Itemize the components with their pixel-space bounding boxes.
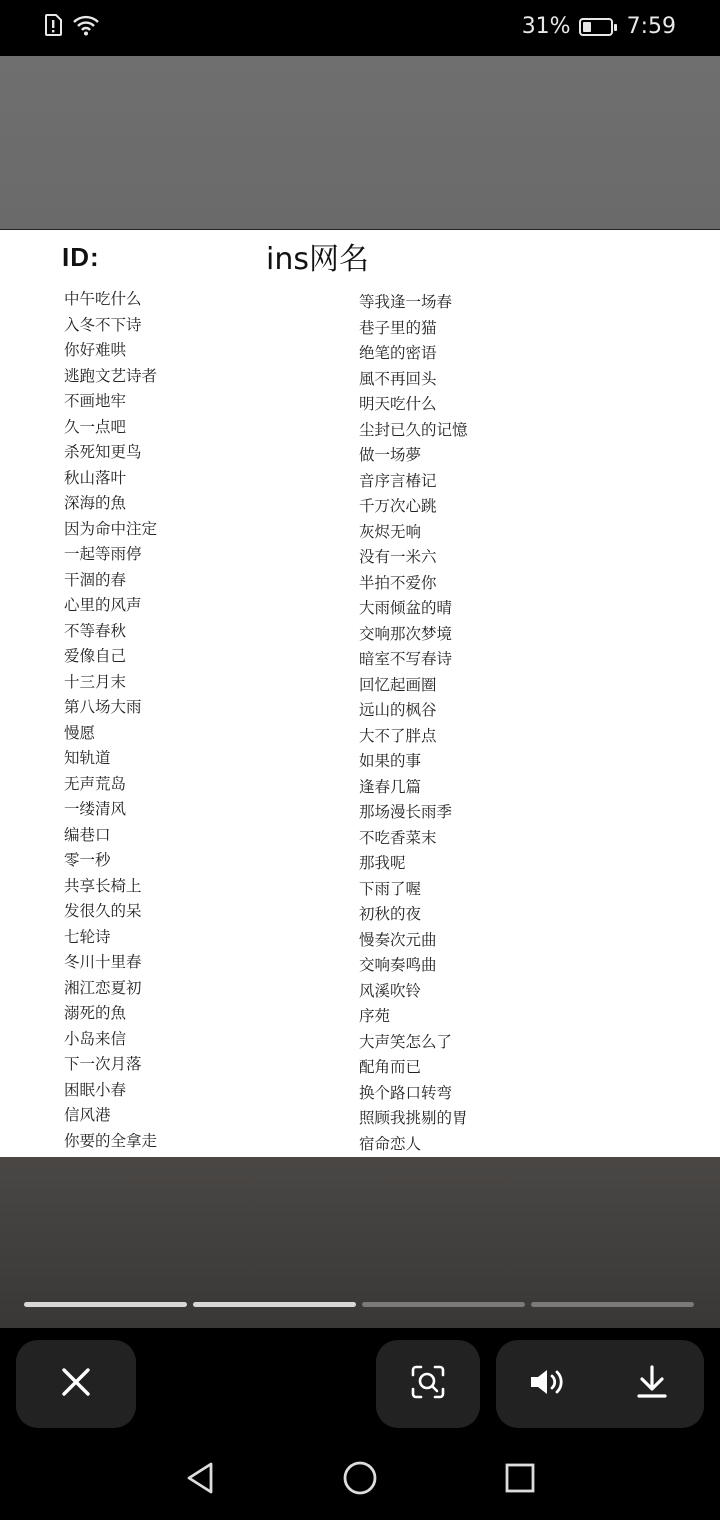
download-icon [636,1365,668,1403]
name-item: 中午吃什么 [64,290,142,308]
name-list-right [359,290,468,1157]
clock: 7:59 [626,14,676,39]
name-item: 共享长椅上 [64,876,142,895]
status-icons-right [522,14,676,39]
name-item: 序苑 [359,1007,391,1025]
name-item: 回忆起画圈 [359,675,437,694]
wifi-icon [72,14,100,40]
download-button[interactable] [622,1354,682,1414]
page-dot [193,1302,356,1307]
page-dot [531,1302,694,1307]
name-item: 照顾我挑剔的胃 [359,1109,468,1127]
scan-search-icon [410,1364,446,1404]
name-item: 第八场大雨 [64,698,142,716]
battery-percent: 31% [521,14,571,39]
close-icon [60,1366,92,1402]
name-item: 暗室不写春诗 [359,650,453,668]
name-item: 没有一米六 [359,548,437,566]
name-item: 绝笔的密语 [359,344,437,362]
name-item: 尘封已久的记憶 [359,420,468,439]
name-list-left [64,287,157,1154]
name-item: 交响奏鸣曲 [359,956,437,974]
name-item: 深海的魚 [64,494,127,512]
name-item: 远山的枫谷 [359,701,437,719]
name-item: 因为命中注定 [64,519,158,538]
name-item: 慢奏次元曲 [359,930,437,949]
name-item: 下一次月落 [64,1055,142,1073]
volume-button[interactable] [518,1354,578,1414]
battery-level [583,22,591,32]
system-nav-bar [0,1440,720,1520]
recents-icon [504,1462,536,1498]
name-item: 湘江恋夏初 [64,978,142,997]
name-item: 信风港 [64,1106,111,1124]
battery-icon [579,18,613,36]
name-item: 你要的全拿走 [64,1131,158,1150]
page-dot [362,1302,525,1307]
name-item: 如果的事 [359,752,422,770]
home-button[interactable] [340,1460,380,1500]
name-item: 大不了胖点 [359,726,437,745]
name-item: 巷子里的猫 [359,318,437,337]
name-item: 逢春几篇 [359,777,422,796]
id-label: ID: [62,242,100,272]
name-item: 无声荒岛 [64,774,127,793]
name-item: 入冬不下诗 [64,315,142,334]
status-bar [0,0,720,56]
name-item: 干涸的春 [64,570,127,589]
alert-sim-icon [44,14,62,40]
name-item: 七轮诗 [64,927,111,946]
name-item: 溺死的魚 [64,1004,127,1022]
name-item: 慢愿 [64,723,96,742]
name-item: 爱像自己 [64,647,127,665]
name-item: 秋山落叶 [64,468,127,487]
status-icons-left [44,14,100,40]
name-item: 大声笑怎么了 [359,1032,453,1051]
home-icon [342,1460,378,1500]
name-item: 初秋的夜 [359,905,422,923]
name-item: 知轨道 [64,749,111,767]
back-icon [184,1461,216,1499]
back-button[interactable] [180,1460,220,1500]
name-item: 風不再回头 [359,369,437,388]
name-item: 不吃香菜末 [359,828,437,847]
name-item: 久一点吧 [64,417,127,436]
page-dot [24,1302,187,1307]
name-item: 做一场夢 [359,446,422,464]
close-button[interactable] [16,1340,136,1428]
name-item: 灰烬无响 [359,522,422,541]
name-item: 换个路口转弯 [359,1083,453,1102]
recents-button[interactable] [500,1460,540,1500]
name-item: 下雨了喔 [359,879,422,898]
volume-icon [529,1367,567,1401]
name-item: 等我逢一场春 [359,293,453,311]
name-item: 零一秒 [64,851,111,869]
name-item: 音序言椿记 [359,471,437,490]
scan-search-button[interactable] [376,1340,480,1428]
name-item: 交响那次梦境 [359,624,453,643]
name-item: 不等春秋 [64,621,127,640]
name-item: 千万次心跳 [359,497,437,515]
name-item: 发很久的呆 [64,902,142,920]
name-item: 不画地牢 [64,392,127,410]
name-item: 你好难哄 [64,341,127,359]
name-item: 配角而已 [359,1058,422,1076]
name-item: 十三月末 [64,672,127,691]
name-item: 冬川十里春 [64,953,142,971]
name-item: 大雨倾盆的晴 [359,599,453,617]
name-item: 一起等雨停 [64,545,142,563]
name-item: 编巷口 [64,825,111,844]
name-item: 小岛来信 [64,1029,127,1048]
name-item: 心里的风声 [64,596,142,614]
page-indicator [24,1302,694,1307]
image-title: ins网名 [266,242,369,277]
name-item: 明天吃什么 [359,395,437,413]
name-item: 困眠小春 [64,1080,127,1099]
bottom-toolbar [0,1328,720,1440]
name-item: 半拍不爱你 [359,573,437,592]
name-item: 杀死知更鸟 [64,443,142,461]
name-item: 逃跑文艺诗者 [64,366,158,385]
name-item: 风溪吹铃 [359,981,422,1000]
name-item: 那场漫长雨季 [359,803,453,821]
name-item: 那我呢 [359,854,406,872]
name-item: 一缕清风 [64,800,127,818]
media-actions [496,1340,704,1428]
name-item: 宿命恋人 [359,1134,422,1153]
